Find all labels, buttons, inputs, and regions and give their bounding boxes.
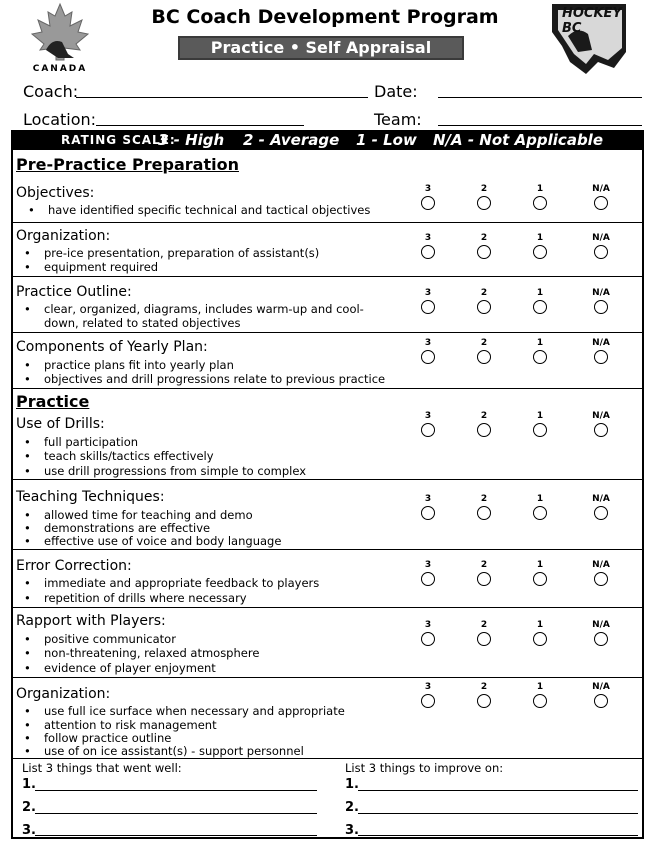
item-title: Rapport with Players: (16, 613, 166, 629)
rating-radio[interactable] (421, 572, 435, 586)
rating-option-label: 1 (536, 682, 544, 692)
section-heading-practice: Practice (16, 392, 90, 411)
improve-line-2[interactable] (358, 813, 638, 814)
rating-radio[interactable] (477, 196, 491, 210)
rating-radio[interactable] (477, 423, 491, 437)
rating-option-label: 2 (480, 411, 488, 421)
rating-radio[interactable] (421, 245, 435, 259)
item-bullet: • pre-ice presentation, preparation of assistant(s) (44, 246, 319, 260)
rating-radio[interactable] (533, 632, 547, 646)
row-divider (11, 222, 644, 223)
rating-scale-bar (11, 130, 644, 150)
rating-high: 3 - High (158, 131, 225, 149)
date-field[interactable] (438, 97, 642, 98)
subtitle-banner: Practice • Self Appraisal (178, 36, 464, 60)
rating-option-label: 3 (424, 560, 432, 570)
item-title: Use of Drills: (16, 416, 105, 432)
date-label: Date: (374, 82, 418, 101)
rating-radio[interactable] (477, 300, 491, 314)
rating-option-label: 2 (480, 620, 488, 630)
item-bullet: • use full ice surface when necessary and appropriate (44, 704, 345, 718)
rating-option-label: 2 (480, 494, 488, 504)
item-bullet: • non-threatening, relaxed atmosphere (44, 646, 259, 660)
rating-option-label: N/A (592, 620, 610, 630)
row-divider (11, 677, 644, 678)
list-number: 1. (345, 777, 359, 792)
rating-option-label: 3 (424, 233, 432, 243)
item-bullet-continuation: down, related to stated objectives (44, 316, 241, 330)
section-divider (11, 758, 644, 759)
list-number: 1. (22, 777, 36, 792)
section-heading-pre-practice: Pre-Practice Preparation (16, 155, 239, 174)
row-divider (11, 332, 644, 333)
list-number: 2. (345, 800, 359, 815)
rating-radio[interactable] (477, 572, 491, 586)
improve-line-1[interactable] (358, 790, 638, 791)
rating-option-label: 3 (424, 184, 432, 194)
section-divider (11, 388, 644, 389)
rating-radio[interactable] (477, 245, 491, 259)
rating-option-label: 2 (480, 682, 488, 692)
rating-radio[interactable] (421, 632, 435, 646)
item-title: Organization: (16, 686, 111, 702)
item-bullet: • clear, organized, diagrams, includes warm-up and cool- (44, 302, 364, 316)
item-bullet: • teach skills/tactics effectively (44, 449, 214, 463)
list-number: 3. (345, 823, 359, 838)
rating-option-label: 3 (424, 288, 432, 298)
rating-option-label: N/A (592, 494, 610, 504)
rating-option-label: 3 (424, 620, 432, 630)
item-bullet: • full participation (44, 435, 138, 449)
improve-label: List 3 things to improve on: (345, 761, 504, 775)
rating-option-label: 1 (536, 560, 544, 570)
rating-option-label: 2 (480, 338, 488, 348)
rating-radio[interactable] (594, 350, 608, 364)
location-label: Location: (23, 110, 97, 129)
team-label: Team: (374, 110, 422, 129)
item-bullet: • effective use of voice and body language (44, 534, 281, 548)
rating-option-label: 1 (536, 184, 544, 194)
rating-radio[interactable] (533, 350, 547, 364)
rating-option-label: 3 (424, 682, 432, 692)
rating-option-label: 3 (424, 338, 432, 348)
rating-radio[interactable] (594, 245, 608, 259)
rating-option-label: N/A (592, 682, 610, 692)
rating-radio[interactable] (594, 196, 608, 210)
rating-option-label: 2 (480, 288, 488, 298)
item-bullet: • attention to risk management (44, 718, 217, 732)
list-number: 3. (22, 823, 36, 838)
rating-radio[interactable] (421, 300, 435, 314)
rating-option-label: 1 (536, 494, 544, 504)
rating-radio[interactable] (594, 423, 608, 437)
rating-radio[interactable] (533, 196, 547, 210)
rating-scale-label: RATING SCALE: (61, 133, 176, 147)
improve-line-3[interactable] (358, 835, 638, 836)
rating-radio[interactable] (421, 196, 435, 210)
item-title: Objectives: (16, 185, 95, 201)
rating-option-label: 2 (480, 233, 488, 243)
item-bullet: • demonstrations are effective (44, 521, 210, 535)
rating-option-label: N/A (592, 233, 610, 243)
rating-option-label: N/A (592, 184, 610, 194)
coach-label: Coach: (23, 82, 79, 101)
rating-radio[interactable] (477, 350, 491, 364)
item-bullet: • objectives and drill progressions relate to previous practice (44, 372, 385, 386)
item-bullet: • immediate and appropriate feedback to players (44, 576, 319, 590)
rating-radio[interactable] (533, 572, 547, 586)
rating-option-label: 3 (424, 411, 432, 421)
rating-option-label: N/A (592, 288, 610, 298)
rating-radio[interactable] (421, 350, 435, 364)
location-field[interactable] (96, 125, 304, 126)
rating-radio[interactable] (594, 300, 608, 314)
rating-radio[interactable] (533, 245, 547, 259)
rating-low: 1 - Low (356, 131, 417, 149)
item-title: Components of Yearly Plan: (16, 339, 208, 355)
page-title: BC Coach Development Program (151, 6, 499, 28)
item-title: Error Correction: (16, 558, 132, 574)
row-divider (11, 607, 644, 608)
coach-field[interactable] (76, 97, 368, 98)
rating-radio[interactable] (421, 694, 435, 708)
item-bullet: • have identified specific technical and tactical objectives (48, 203, 370, 217)
went-well-line-1[interactable] (35, 790, 317, 791)
row-divider (11, 479, 644, 480)
rating-option-label: 3 (424, 494, 432, 504)
rating-na: N/A - Not Applicable (433, 131, 603, 149)
rating-option-label: N/A (592, 411, 610, 421)
rating-radio[interactable] (533, 694, 547, 708)
rating-radio[interactable] (477, 632, 491, 646)
hockey-bc-logo (548, 2, 630, 76)
rating-radio[interactable] (594, 506, 608, 520)
item-bullet: • use drill progressions from simple to complex (44, 464, 306, 478)
hockey-canada-logo (18, 2, 102, 76)
rating-radio[interactable] (594, 694, 608, 708)
item-bullet: • follow practice outline (44, 731, 171, 745)
rating-option-label: 1 (536, 620, 544, 630)
rating-radio[interactable] (594, 632, 608, 646)
rating-radio[interactable] (421, 506, 435, 520)
rating-option-label: 1 (536, 288, 544, 298)
went-well-label: List 3 things that went well: (22, 761, 182, 775)
item-title: Practice Outline: (16, 284, 132, 300)
rating-option-label: 2 (480, 184, 488, 194)
rating-option-label: N/A (592, 560, 610, 570)
rating-option-label: N/A (592, 338, 610, 348)
rating-radio[interactable] (421, 423, 435, 437)
item-bullet: • repetition of drills where necessary (44, 591, 247, 605)
item-bullet: • equipment required (44, 260, 158, 274)
rating-radio[interactable] (533, 300, 547, 314)
item-bullet: • allowed time for teaching and demo (44, 508, 253, 522)
rating-option-label: 1 (536, 338, 544, 348)
item-bullet: • use of on ice assistant(s) - support personnel (44, 744, 304, 758)
rating-average: 2 - Average (243, 131, 340, 149)
went-well-line-2[interactable] (35, 813, 317, 814)
rating-radio[interactable] (533, 506, 547, 520)
rating-option-label: 1 (536, 411, 544, 421)
row-divider (11, 549, 644, 550)
item-bullet: • evidence of player enjoyment (44, 661, 216, 675)
item-title: Teaching Techniques: (16, 489, 165, 505)
hockey-bc-wordmark: HOCKEY BC (562, 6, 622, 36)
item-bullet: • practice plans fit into yearly plan (44, 358, 234, 372)
went-well-line-3[interactable] (35, 835, 317, 836)
rating-radio[interactable] (594, 572, 608, 586)
team-field[interactable] (438, 125, 642, 126)
rating-option-label: 1 (536, 233, 544, 243)
row-divider (11, 276, 644, 277)
rating-radio[interactable] (533, 423, 547, 437)
list-number: 2. (22, 800, 36, 815)
item-bullet: • positive communicator (44, 632, 176, 646)
item-title: Organization: (16, 228, 111, 244)
rating-radio[interactable] (477, 506, 491, 520)
canada-wordmark: CANADA (32, 64, 88, 74)
rating-radio[interactable] (477, 694, 491, 708)
rating-option-label: 2 (480, 560, 488, 570)
